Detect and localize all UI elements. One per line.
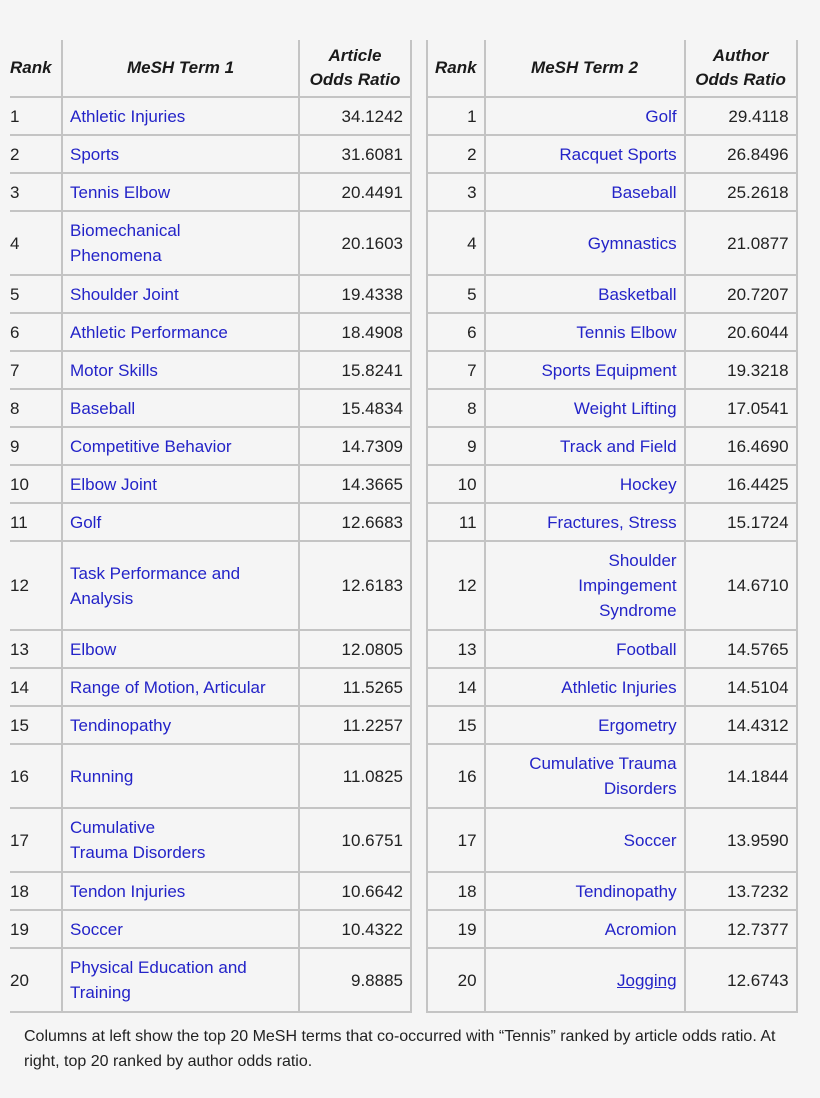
rank-cell-1: 6 — [10, 322, 20, 342]
mesh-term-1-link[interactable]: Golf — [70, 512, 102, 532]
article-odds-ratio: 18.4908 — [341, 322, 403, 342]
mesh-term-2-link[interactable]: Cumulative Trauma Disorders — [529, 754, 677, 798]
mesh-term-1-link[interactable]: Elbow Joint — [70, 474, 157, 494]
rank-cell-2 — [427, 668, 485, 706]
column-gap — [411, 389, 427, 427]
mesh-term-1-cell — [62, 351, 299, 389]
table-body — [10, 97, 797, 1012]
mesh-term-2-cell — [485, 808, 685, 872]
article-odds-ratio — [299, 744, 411, 808]
author-odds-ratio — [685, 275, 797, 313]
rank-cell-2: 3 — [467, 182, 477, 202]
author-odds-ratio — [685, 427, 797, 465]
rank-cell-2: 19 — [457, 919, 477, 939]
author-odds-ratio — [685, 744, 797, 808]
article-odds-ratio: 11.0825 — [342, 766, 403, 786]
author-odds-ratio — [685, 97, 797, 135]
table-row — [10, 313, 797, 351]
author-odds-ratio — [685, 313, 797, 351]
mesh-term-2-link[interactable]: Golf — [645, 106, 677, 126]
column-gap — [411, 630, 427, 668]
mesh-term-2-cell — [485, 313, 685, 351]
mesh-term-1-link[interactable]: Cumulative Trauma Disorders — [70, 818, 206, 862]
article-odds-ratio — [299, 351, 411, 389]
mesh-term-2-link[interactable]: Football — [616, 639, 677, 659]
article-odds-ratio — [299, 427, 411, 465]
article-odds-ratio — [299, 97, 411, 135]
article-odds-ratio: 9.8885 — [351, 970, 403, 990]
article-odds-ratio — [299, 465, 411, 503]
article-odds-ratio — [299, 630, 411, 668]
column-gap — [411, 427, 427, 465]
mesh-term-1-link[interactable]: Tendon Injuries — [70, 881, 186, 901]
rank-cell-2 — [427, 948, 485, 1012]
mesh-term-1-cell — [62, 808, 299, 872]
mesh-term-1-link[interactable]: Running — [70, 766, 134, 786]
column-gap — [411, 40, 427, 97]
header-row — [10, 40, 797, 97]
author-odds-ratio: 20.6044 — [727, 322, 789, 342]
mesh-term-1-link[interactable]: Sports — [70, 144, 120, 164]
article-odds-ratio — [299, 668, 411, 706]
rank-cell-1 — [10, 872, 62, 910]
author-odds-ratio: 26.8496 — [727, 144, 789, 164]
author-odds-ratio — [685, 135, 797, 173]
author-odds-ratio: 15.1724 — [727, 512, 789, 532]
author-odds-ratio: 19.3218 — [727, 360, 789, 380]
author-odds-ratio: 25.2618 — [727, 182, 789, 202]
mesh-term-2-cell — [485, 211, 685, 275]
author-odds-ratio: 14.5104 — [727, 677, 789, 697]
rank-cell-1 — [10, 389, 62, 427]
author-odds-ratio — [685, 872, 797, 910]
author-odds-ratio: 29.4118 — [728, 106, 789, 126]
author-odds-ratio — [685, 668, 797, 706]
column-gap — [411, 808, 427, 872]
table-row — [10, 427, 797, 465]
header-article-odds-ratio — [299, 40, 411, 97]
mesh-term-2-link[interactable]: Shoulder Impingement Syndrome — [578, 551, 677, 620]
mesh-term-1-link[interactable]: Tennis Elbow — [70, 182, 171, 202]
author-odds-ratio: 16.4425 — [727, 474, 789, 494]
table-row — [10, 211, 797, 275]
article-odds-ratio: 11.2257 — [342, 715, 403, 735]
column-gap — [411, 910, 427, 948]
author-odds-ratio: 12.7377 — [727, 919, 789, 939]
rank-cell-2: 13 — [457, 639, 477, 659]
header-mesh-term-2: MeSH Term 2 — [485, 40, 685, 97]
rank-cell-1: 20 — [10, 970, 29, 990]
mesh-term-2-link[interactable]: Hockey — [619, 474, 677, 494]
rank-cell-1: 17 — [10, 830, 29, 850]
mesh-term-2-cell — [485, 706, 685, 744]
rank-cell-1 — [10, 744, 62, 808]
author-odds-ratio: 20.7207 — [727, 284, 789, 304]
table-row — [10, 541, 797, 630]
table-row — [10, 808, 797, 872]
article-odds-ratio: 31.6081 — [341, 144, 403, 164]
mesh-term-2-cell — [485, 351, 685, 389]
column-gap — [411, 275, 427, 313]
mesh-term-2-link[interactable]: Gymnastics — [587, 233, 677, 253]
article-odds-ratio: 10.6642 — [341, 881, 403, 901]
header-mesh-term-1: MeSH Term 1 — [62, 40, 299, 97]
rank-cell-2 — [427, 351, 485, 389]
header-article-line1: Article — [328, 46, 382, 65]
mesh-term-2-link[interactable]: Baseball — [611, 182, 677, 202]
mesh-term-1-cell — [62, 97, 299, 135]
rank-cell-1: 9 — [10, 436, 20, 456]
author-odds-ratio: 16.4690 — [727, 436, 789, 456]
header-author-line1: Author — [712, 46, 769, 65]
rank-cell-2 — [427, 173, 485, 211]
rank-cell-2: 10 — [457, 474, 477, 494]
header-author-line2: Odds Ratio — [695, 70, 786, 89]
mesh-term-1-cell — [62, 465, 299, 503]
header-author-odds-ratio — [685, 40, 797, 97]
mesh-term-2-cell — [485, 744, 685, 808]
table-row — [10, 389, 797, 427]
rank-cell-1 — [10, 351, 62, 389]
rank-cell-1: 1 — [10, 106, 20, 126]
author-odds-ratio — [685, 948, 797, 1012]
mesh-term-1-link[interactable]: Elbow — [70, 639, 117, 659]
rank-cell-2: 14 — [457, 677, 477, 697]
rank-cell-1 — [10, 541, 62, 630]
rank-cell-1: 14 — [10, 677, 29, 697]
column-gap — [411, 668, 427, 706]
mesh-term-2-link[interactable]: Jogging — [617, 970, 677, 990]
rank-cell-1: 12 — [10, 576, 29, 595]
author-odds-ratio — [685, 808, 797, 872]
rank-cell-2: 6 — [467, 322, 477, 342]
article-odds-ratio: 20.1603 — [341, 233, 403, 253]
rank-cell-2 — [427, 808, 485, 872]
rank-cell-1 — [10, 173, 62, 211]
article-odds-ratio — [299, 948, 411, 1012]
table-caption: Columns at left show the top 20 MeSH terms that co-occurred with “Tennis” ranked by article odds ratio. At right, top 20 ranked by author odds ratio. — [24, 1028, 776, 1070]
author-odds-ratio — [685, 630, 797, 668]
author-odds-ratio — [685, 910, 797, 948]
article-odds-ratio: 19.4338 — [341, 284, 403, 304]
article-odds-ratio: 12.6183 — [341, 576, 403, 595]
rank-cell-2 — [427, 313, 485, 351]
column-gap — [411, 541, 427, 630]
rank-cell-1: 3 — [10, 182, 20, 202]
author-odds-ratio — [685, 465, 797, 503]
article-odds-ratio: 12.6683 — [341, 512, 403, 532]
article-odds-ratio: 10.4322 — [341, 919, 403, 939]
mesh-term-1-link[interactable]: Competitive Behavior — [70, 436, 232, 456]
mesh-term-2-link[interactable]: Soccer — [623, 830, 677, 850]
mesh-term-1-cell — [62, 135, 299, 173]
mesh-term-2-link[interactable]: Weight Lifting — [573, 398, 677, 418]
rank-cell-1: 2 — [10, 144, 20, 164]
rank-cell-2: 15 — [457, 715, 477, 735]
article-odds-ratio: 11.5265 — [342, 677, 403, 697]
rank-cell-1 — [10, 313, 62, 351]
mesh-term-1-link[interactable]: Soccer — [70, 919, 123, 939]
mesh-term-2-link[interactable]: Track and Field — [560, 436, 677, 456]
rank-cell-2: 9 — [467, 436, 477, 456]
mesh-term-2-link[interactable]: Athletic Injuries — [561, 677, 677, 697]
author-odds-ratio — [685, 706, 797, 744]
rank-cell-2: 8 — [467, 398, 477, 418]
author-odds-ratio: 17.0541 — [727, 398, 789, 418]
rank-cell-1 — [10, 706, 62, 744]
mesh-term-2-cell — [485, 427, 685, 465]
column-gap — [411, 97, 427, 135]
column-gap — [411, 503, 427, 541]
mesh-term-1-link[interactable]: Shoulder Joint — [70, 284, 179, 304]
rank-cell-2 — [427, 706, 485, 744]
mesh-terms-table — [10, 40, 798, 1013]
mesh-term-1-cell — [62, 211, 299, 275]
mesh-term-1-link[interactable]: Motor Skills — [70, 360, 158, 380]
rank-cell-1 — [10, 465, 62, 503]
rank-cell-1: 13 — [10, 639, 29, 659]
mesh-term-1-cell — [62, 313, 299, 351]
article-odds-ratio: 12.0805 — [341, 639, 403, 659]
header-rank-2: Rank — [427, 40, 485, 97]
mesh-term-1-cell — [62, 668, 299, 706]
table-row — [10, 668, 797, 706]
table-row — [10, 872, 797, 910]
mesh-term-1-link[interactable]: Athletic Performance — [70, 322, 228, 342]
article-odds-ratio — [299, 211, 411, 275]
rank-cell-1: 19 — [10, 919, 29, 939]
mesh-term-2-link[interactable]: Basketball — [598, 284, 677, 304]
rank-cell-1: 4 — [10, 233, 20, 253]
mesh-term-1-cell — [62, 389, 299, 427]
rank-cell-1: 15 — [10, 715, 29, 735]
mesh-term-2-link[interactable]: Sports Equipment — [541, 360, 677, 380]
rank-cell-1 — [10, 427, 62, 465]
author-odds-ratio — [685, 211, 797, 275]
article-odds-ratio: 15.8241 — [341, 360, 403, 380]
mesh-term-2-link[interactable]: Tendinopathy — [575, 881, 677, 901]
article-odds-ratio — [299, 173, 411, 211]
table-row — [10, 706, 797, 744]
article-odds-ratio: 14.7309 — [341, 436, 403, 456]
mesh-term-1-link[interactable]: Athletic Injuries — [70, 106, 186, 126]
rank-cell-2 — [427, 910, 485, 948]
column-gap — [411, 135, 427, 173]
article-odds-ratio — [299, 541, 411, 630]
header-article-line2: Odds Ratio — [309, 70, 401, 89]
rank-cell-1 — [10, 503, 62, 541]
mesh-term-1-cell — [62, 630, 299, 668]
article-odds-ratio — [299, 389, 411, 427]
article-odds-ratio: 20.4491 — [341, 182, 403, 202]
rank-cell-2: 11 — [458, 512, 477, 532]
rank-cell-1 — [10, 97, 62, 135]
article-odds-ratio — [299, 135, 411, 173]
header-rank-1: Rank — [10, 40, 62, 97]
mesh-term-2-link[interactable]: Racquet Sports — [559, 144, 677, 164]
rank-cell-1 — [10, 211, 62, 275]
mesh-term-1-link[interactable]: Task Performance and Analysis — [70, 563, 241, 608]
table-row — [10, 135, 797, 173]
rank-cell-1 — [10, 135, 62, 173]
mesh-term-1-cell — [62, 872, 299, 910]
table-row — [10, 465, 797, 503]
rank-cell-2: 7 — [467, 360, 477, 380]
rank-cell-1 — [10, 275, 62, 313]
author-odds-ratio: 13.7232 — [727, 881, 789, 901]
rank-cell-2: 12 — [457, 576, 477, 595]
article-odds-ratio — [299, 872, 411, 910]
rank-cell-2: 2 — [467, 144, 477, 164]
rank-cell-2: 5 — [467, 284, 477, 304]
article-odds-ratio: 15.4834 — [341, 398, 403, 418]
rank-cell-1 — [10, 808, 62, 872]
column-gap — [411, 744, 427, 808]
table-row — [10, 630, 797, 668]
mesh-term-2-cell — [485, 910, 685, 948]
column-gap — [411, 948, 427, 1012]
article-odds-ratio — [299, 313, 411, 351]
author-odds-ratio: 14.5765 — [727, 639, 789, 659]
mesh-term-2-cell — [485, 389, 685, 427]
rank-cell-1 — [10, 668, 62, 706]
column-gap — [411, 351, 427, 389]
mesh-term-2-link[interactable]: Acromion — [604, 919, 677, 939]
mesh-term-1-cell — [62, 706, 299, 744]
column-gap — [411, 211, 427, 275]
article-odds-ratio — [299, 503, 411, 541]
rank-cell-1: 10 — [10, 474, 29, 494]
article-odds-ratio — [299, 275, 411, 313]
rank-cell-1: 18 — [10, 881, 29, 901]
rank-cell-2: 17 — [457, 830, 477, 850]
mesh-term-1-cell — [62, 910, 299, 948]
table-row — [10, 351, 797, 389]
mesh-term-2-cell — [485, 630, 685, 668]
table-row — [10, 275, 797, 313]
rank-cell-1: 11 — [10, 512, 28, 532]
mesh-term-1-link[interactable]: Biomechanical Phenomena — [70, 221, 181, 265]
rank-cell-2 — [427, 427, 485, 465]
author-odds-ratio — [685, 173, 797, 211]
rank-cell-2: 20 — [457, 970, 477, 990]
rank-cell-2 — [427, 630, 485, 668]
mesh-term-1-link[interactable]: Tendinopathy — [70, 715, 172, 735]
table-row — [10, 503, 797, 541]
rank-cell-2: 4 — [467, 233, 477, 253]
mesh-term-2-cell — [485, 173, 685, 211]
author-odds-ratio — [685, 541, 797, 630]
rank-cell-2 — [427, 744, 485, 808]
rank-cell-2 — [427, 872, 485, 910]
mesh-term-2-link[interactable]: Ergometry — [598, 715, 677, 735]
mesh-term-1-cell — [62, 541, 299, 630]
table-row — [10, 173, 797, 211]
article-odds-ratio — [299, 706, 411, 744]
column-gap — [411, 465, 427, 503]
rank-cell-1: 5 — [10, 284, 20, 304]
rank-cell-1: 7 — [10, 360, 20, 380]
rank-cell-2 — [427, 541, 485, 630]
column-gap — [411, 872, 427, 910]
mesh-term-2-link[interactable]: Fractures, Stress — [547, 512, 677, 532]
author-odds-ratio — [685, 351, 797, 389]
author-odds-ratio: 14.1844 — [727, 766, 789, 786]
mesh-term-2-cell — [485, 872, 685, 910]
author-odds-ratio: 12.6743 — [727, 970, 789, 990]
rank-cell-1 — [10, 910, 62, 948]
rank-cell-1: 16 — [10, 766, 29, 786]
column-gap — [411, 313, 427, 351]
author-odds-ratio: 13.9590 — [727, 830, 789, 850]
author-odds-ratio — [685, 503, 797, 541]
rank-cell-2 — [427, 389, 485, 427]
rank-cell-2: 1 — [467, 106, 477, 126]
mesh-term-2-cell — [485, 541, 685, 630]
author-odds-ratio — [685, 389, 797, 427]
mesh-term-2-link[interactable]: Tennis Elbow — [576, 322, 677, 342]
column-gap — [411, 173, 427, 211]
article-odds-ratio: 14.3665 — [341, 474, 403, 494]
rank-cell-2 — [427, 211, 485, 275]
mesh-term-2-cell — [485, 135, 685, 173]
table-row — [10, 910, 797, 948]
mesh-term-1-cell — [62, 948, 299, 1012]
rank-cell-1 — [10, 630, 62, 668]
rank-cell-1 — [10, 948, 62, 1012]
mesh-term-1-cell — [62, 275, 299, 313]
table-row — [10, 97, 797, 135]
mesh-term-2-cell — [485, 948, 685, 1012]
table-row — [10, 948, 797, 1012]
author-odds-ratio: 14.4312 — [727, 715, 789, 735]
rank-cell-2: 16 — [457, 766, 477, 786]
article-odds-ratio — [299, 808, 411, 872]
mesh-term-2-cell — [485, 275, 685, 313]
rank-cell-1: 8 — [10, 398, 20, 418]
table-row — [10, 744, 797, 808]
article-odds-ratio: 10.6751 — [341, 830, 403, 850]
mesh-term-2-cell — [485, 465, 685, 503]
rank-cell-2: 18 — [457, 881, 477, 901]
mesh-term-1-cell — [62, 744, 299, 808]
rank-cell-2 — [427, 275, 485, 313]
rank-cell-2 — [427, 97, 485, 135]
author-odds-ratio: 14.6710 — [727, 576, 789, 595]
mesh-term-1-link[interactable]: Physical Education and Training — [70, 958, 247, 1002]
rank-cell-2 — [427, 503, 485, 541]
column-gap — [411, 706, 427, 744]
article-odds-ratio — [299, 910, 411, 948]
mesh-term-1-link[interactable]: Range of Motion, Articular — [70, 677, 266, 697]
rank-cell-2 — [427, 135, 485, 173]
rank-cell-2 — [427, 465, 485, 503]
mesh-term-1-cell — [62, 427, 299, 465]
mesh-term-2-cell — [485, 503, 685, 541]
author-odds-ratio: 21.0877 — [727, 233, 789, 253]
mesh-term-1-cell — [62, 173, 299, 211]
mesh-term-1-cell — [62, 503, 299, 541]
article-odds-ratio: 34.1242 — [341, 106, 403, 126]
mesh-term-1-link[interactable]: Baseball — [70, 398, 136, 418]
mesh-term-2-cell — [485, 668, 685, 706]
mesh-term-2-cell — [485, 97, 685, 135]
